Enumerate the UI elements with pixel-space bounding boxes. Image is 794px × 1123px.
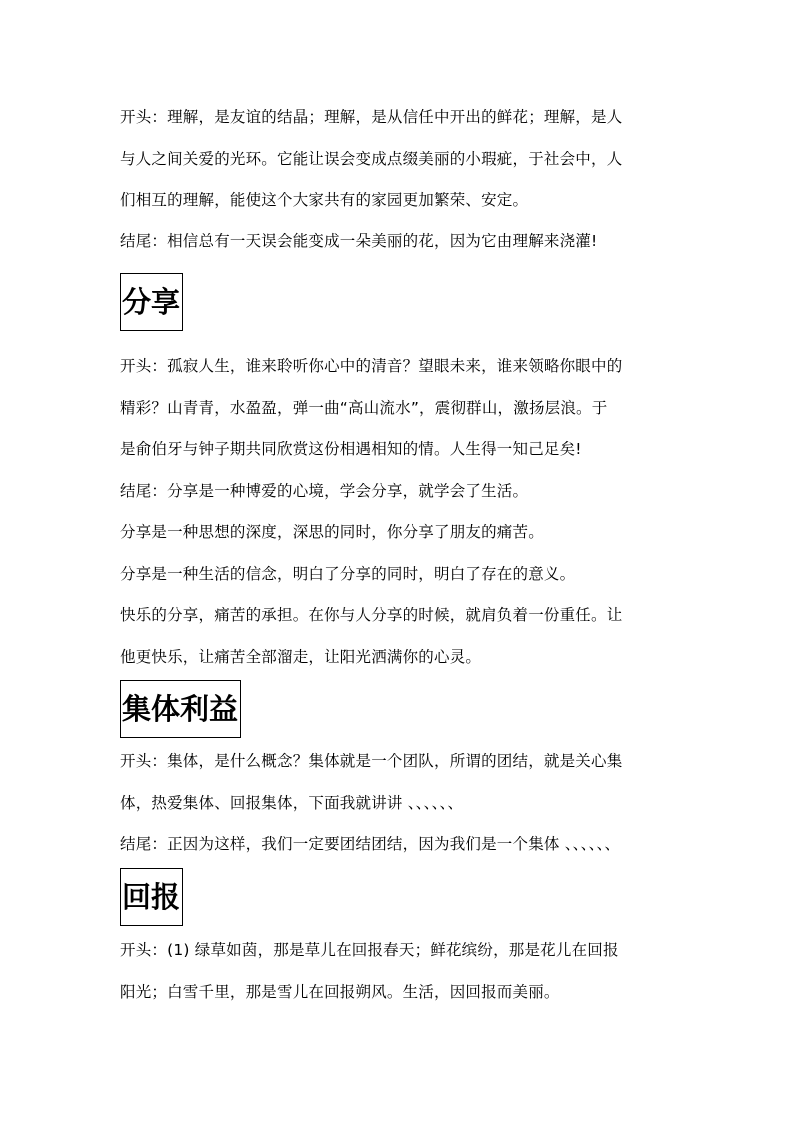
paragraph-line: 快乐的分享，痛苦的承担。在你与人分享的时候，就肩负着一份重任。让: [120, 606, 623, 624]
paragraph-line: 分享是一种生活的信念，明白了分享的同时，明白了存在的意义。: [120, 565, 576, 583]
paragraph-line: 是俞伯牙与钟子期共同欣赏这份相遇相知的情。人生得一知己足矣!: [120, 440, 582, 458]
paragraph-line: 们相互的理解，能使这个大家共有的家园更加繁荣、安定。: [120, 191, 529, 209]
paragraph-line: 结尾：正因为这样，我们一定要团结团结，因为我们是一个集体 、、、、、、: [120, 835, 621, 853]
section-heading-collective-interest: 集体利益: [120, 680, 241, 738]
paragraph-line: 体，热爱集体、回报集体，下面我就讲讲 、、、、、、: [120, 794, 464, 812]
paragraph-line: 结尾：分享是一种博爱的心境，学会分享，就学会了生活。: [120, 482, 529, 500]
paragraph-line: 开头：(1) 绿草如茵，那是草儿在回报春天；鲜花缤纷，那是花儿在回报: [120, 941, 619, 959]
paragraph-line: 阳光；白雪千里，那是雪儿在回报朔风。生活，因回报而美丽。: [120, 983, 560, 1001]
paragraph-line: 开头：孤寂人生，谁来聆听你心中的清音？望眼未来，谁来领略你眼中的: [120, 357, 623, 375]
paragraph-line: 精彩？山青青，水盈盈，弹一曲“高山流水”，震彻群山，激扬层浪。于: [120, 399, 608, 417]
paragraph-line: 开头：理解，是友谊的结晶；理解，是从信任中开出的鲜花；理解，是人: [120, 108, 623, 126]
paragraph-line: 他更快乐，让痛苦全部溜走，让阳光洒满你的心灵。: [120, 648, 482, 666]
paragraph-line: 结尾：相信总有一天误会能变成一朵美丽的花，因为它由理解来浇灌!: [120, 232, 598, 250]
paragraph-line: 与人之间关爱的光环。它能让误会变成点缀美丽的小瑕疵，于社会中，人: [120, 150, 623, 168]
paragraph-line: 分享是一种思想的深度，深思的同时，你分享了朋友的痛苦。: [120, 523, 544, 541]
section-heading-share: 分享: [120, 273, 183, 331]
paragraph-line: 开头：集体，是什么概念？集体就是一个团队，所谓的团结，就是关心集: [120, 752, 623, 770]
section-heading-repay: 回报: [120, 868, 183, 926]
